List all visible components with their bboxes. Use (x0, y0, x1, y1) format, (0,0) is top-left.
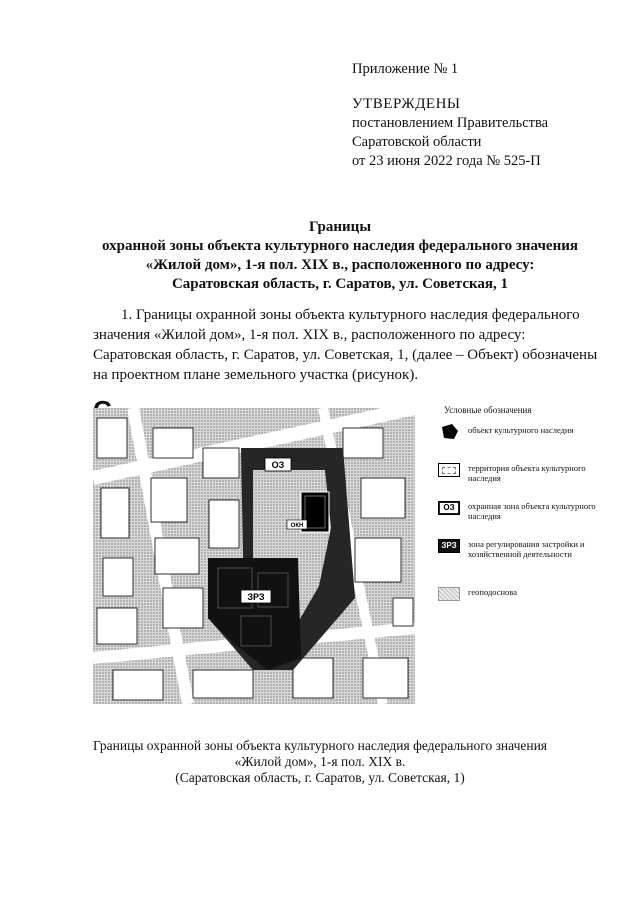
legend-item (436, 539, 616, 587)
legend-item (436, 425, 616, 463)
oz-map-label: ОЗ (271, 460, 285, 470)
heritage-territory-icon (438, 463, 460, 477)
title-line: Границы (308, 219, 372, 235)
legend-item-text: охранная зона объекта культурного наследия (468, 501, 596, 521)
approval-date: от 23 июня 2022 года № 525-П (352, 153, 541, 169)
title-line: «Жилой дом», 1-я пол. XIX в., расположенного по адресу: (145, 257, 535, 273)
caption-line: (Саратовская область, г. Саратов, ул. Советская, 1) (175, 770, 465, 785)
legend-title: Условные обозначения (444, 405, 532, 415)
heritage-object-icon (438, 423, 460, 441)
figure-caption (80, 738, 560, 786)
regulation-zone-icon: ЗРЗ (438, 539, 460, 553)
approval-line: Саратовской области (352, 134, 482, 150)
document-title (60, 218, 620, 294)
legend-item-text: территория объекта культурного наследия (468, 463, 586, 483)
protection-zone-icon: ОЗ (438, 501, 460, 515)
appendix-label: Приложение № 1 (352, 61, 459, 77)
okn-map-label: ОКН (290, 523, 304, 529)
approval-block (352, 60, 548, 171)
geo-base-icon (438, 587, 460, 601)
approved-heading: УТВЕРЖДЕНЫ (352, 96, 461, 112)
caption-line: Границы охранной зоны объекта культурного наследия федерального значения (92, 738, 548, 753)
site-plan-map (93, 408, 415, 704)
legend-item (436, 501, 616, 539)
title-line: охранной зоны объекта культурного наследия федерального значения (102, 238, 578, 254)
legend-item-text: зона регулирования застройки и хозяйственной деятельности (468, 539, 585, 559)
approval-line: постановлением Правительства (352, 115, 549, 131)
title-line: Саратовская область, г. Саратов, ул. Советская, 1 (171, 276, 509, 292)
zrz-map-label: ЗРЗ (247, 592, 265, 602)
caption-line: «Жилой дом», 1-я пол. XIX в. (234, 754, 406, 769)
map-legend (436, 405, 616, 625)
body-paragraph: 1. Границы охранной зоны объекта культурного наследия федерального значения «Жилой дом», 1-я пол. XIX в., расположенного по адресу: Саратовская область, г. Саратов, ул. Советская, 1, (далее – Объект) обозначены на проектном плане земельного участка (рисунок). (93, 307, 598, 383)
legend-item (436, 463, 616, 501)
legend-item (436, 587, 616, 625)
legend-item-text: объект культурного наследия (468, 425, 574, 435)
legend-item-text: геоподоснова (468, 587, 517, 597)
